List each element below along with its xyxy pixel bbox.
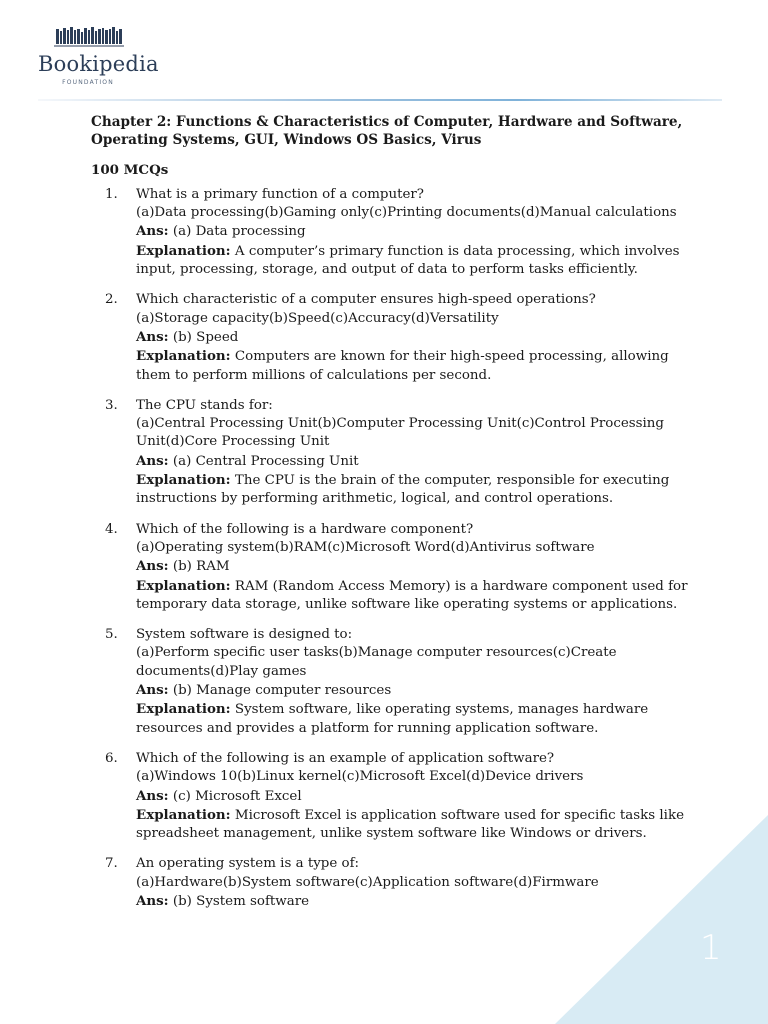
section-heading: 100 MCQs — [91, 161, 169, 178]
question-text: Which of the following is a hardware component? — [136, 521, 474, 537]
question-text: Which characteristic of a computer ensures high-speed operations? — [136, 292, 596, 308]
explanation-label: Explanation: — [136, 348, 231, 365]
question-item — [91, 291, 691, 384]
question-options: (a)Operating system(b)RAM(c)Microsoft Word(d)Antivirus software — [136, 539, 595, 555]
question-item — [91, 521, 691, 614]
question-number: 5. — [105, 627, 118, 643]
question-list — [91, 186, 691, 911]
page-number: 1 — [700, 928, 722, 968]
explanation-line — [136, 471, 691, 509]
answer-label: Ans: — [136, 892, 169, 909]
question-options: (a)Central Processing Unit(b)Computer Processing Unit(c)Control Processing Unit(d)Core Processing Unit — [136, 416, 664, 450]
question-number: 4. — [105, 521, 118, 537]
answer-value: (b) RAM — [172, 559, 230, 575]
explanation-text: System software, like operating systems, manages hardware resources and provides a platform for running application software. — [136, 702, 649, 736]
explanation-line — [136, 806, 691, 844]
answer-line — [136, 892, 691, 911]
question-number: 1. — [105, 186, 118, 202]
question-item — [91, 750, 691, 843]
answer-line — [136, 328, 691, 347]
answer-line — [136, 557, 691, 576]
answer-label: Ans: — [136, 223, 169, 240]
explanation-label: Explanation: — [136, 242, 231, 259]
explanation-line — [136, 700, 691, 738]
question-item — [91, 626, 691, 738]
answer-label: Ans: — [136, 682, 169, 699]
logo-name: Bookipedia — [38, 52, 159, 76]
chapter-title: Chapter 2: Functions & Characteristics of Computer, Hardware and Software, Operating Systems, GUI, Windows OS Basics, Virus — [91, 114, 683, 149]
explanation-label: Explanation: — [136, 577, 231, 594]
explanation-text: RAM (Random Access Memory) is a hardware component used for temporary data storage, unlike software like operating systems or applications. — [136, 578, 688, 612]
answer-value: (b) System software — [172, 893, 310, 909]
answer-value: (b) Manage computer resources — [172, 683, 392, 699]
answer-line — [136, 452, 691, 471]
question-options: (a)Windows 10(b)Linux kernel(c)Microsoft Excel(d)Device drivers — [136, 769, 584, 785]
question-options: (a)Data processing(b)Gaming only(c)Printing documents(d)Manual calculations — [136, 205, 677, 221]
answer-label: Ans: — [136, 328, 169, 345]
explanation-label: Explanation: — [136, 472, 231, 489]
answer-label: Ans: — [136, 452, 169, 469]
question-options: (a)Storage capacity(b)Speed(c)Accuracy(d)Versatility — [136, 310, 499, 326]
explanation-label: Explanation: — [136, 806, 231, 823]
question-options: (a)Hardware(b)System software(c)Application software(d)Firmware — [136, 874, 599, 890]
question-number: 6. — [105, 750, 118, 766]
question-item — [91, 186, 691, 279]
explanation-text: The CPU is the brain of the computer, responsible for executing instructions by performing arithmetic, logical, and control operations. — [136, 473, 670, 507]
answer-line — [136, 787, 691, 806]
explanation-text: Computers are known for their high-speed processing, allowing them to perform millions of calculations per second. — [136, 349, 669, 383]
explanation-line — [136, 347, 691, 385]
logo-subtitle: FOUNDATION — [62, 79, 114, 86]
answer-value: (a) Central Processing Unit — [172, 453, 359, 469]
question-text: System software is designed to: — [136, 627, 353, 643]
explanation-label: Explanation: — [136, 701, 231, 718]
question-text: An operating system is a type of: — [136, 856, 360, 872]
answer-label: Ans: — [136, 558, 169, 575]
question-number: 7. — [105, 856, 118, 872]
document-body — [91, 113, 691, 923]
question-text: What is a primary function of a computer? — [136, 186, 424, 202]
question-options: (a)Perform specific user tasks(b)Manage computer resources(c)Create documents(d)Play games — [136, 645, 617, 679]
question-item — [91, 855, 691, 911]
answer-value: (b) Speed — [172, 329, 239, 345]
question-number: 3. — [105, 397, 118, 413]
answer-line — [136, 222, 691, 241]
explanation-text: Microsoft Excel is application software used for specific tasks like spreadsheet management, unlike system software like Windows or drivers. — [136, 807, 685, 842]
answer-value: (a) Data processing — [172, 224, 306, 240]
question-text: The CPU stands for: — [136, 397, 273, 413]
explanation-line — [136, 577, 691, 615]
answer-line — [136, 681, 691, 700]
answer-value: (c) Microsoft Excel — [172, 788, 302, 804]
explanation-line — [136, 242, 691, 280]
question-number: 2. — [105, 292, 118, 308]
explanation-text: A computer’s primary function is data processing, which involves input, processing, storage, and output of data to perform tasks efficiently. — [136, 243, 680, 278]
question-text: Which of the following is an example of application software? — [136, 750, 555, 766]
answer-label: Ans: — [136, 787, 169, 804]
question-item — [91, 397, 691, 509]
